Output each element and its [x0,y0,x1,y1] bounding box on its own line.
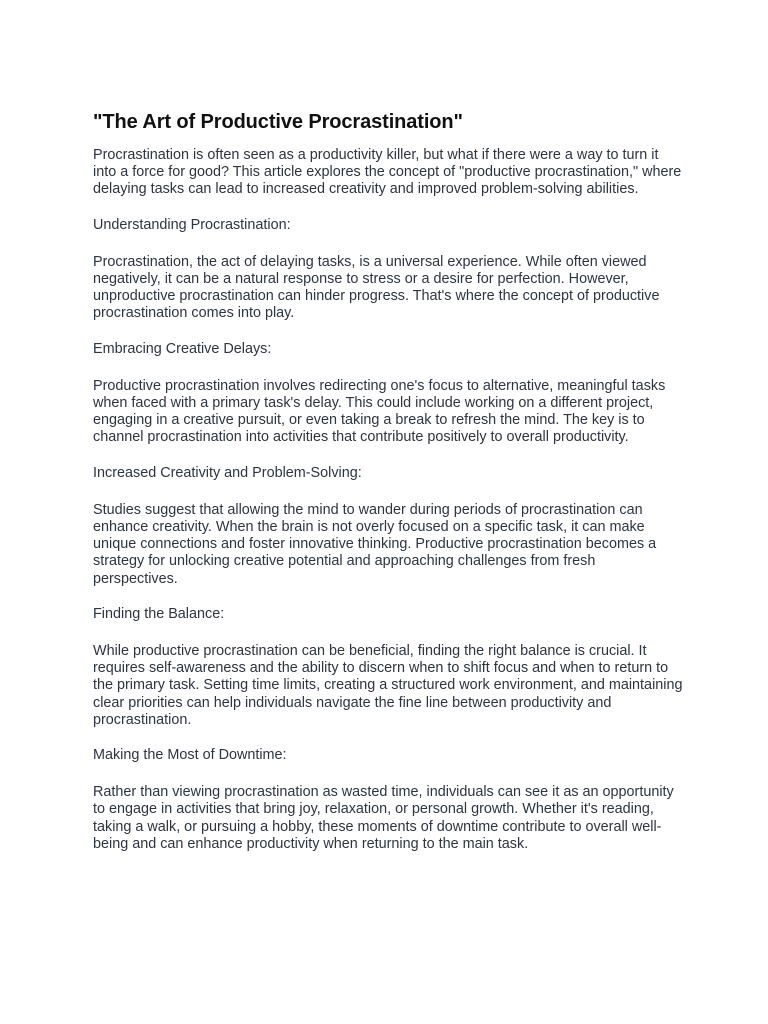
section-heading-understanding: Understanding Procrastination: [93,216,291,233]
section-body-understanding: Procrastination, the act of delaying tasks, is a universal experience. While often viewed negatively, it can be a natural response to stress or a desire for perfection. However, unproductive procrastination can hinder progress. That's where the concept of productive procrastination comes into play. [93,253,660,322]
section-body-downtime: Rather than viewing procrastination as wasted time, individuals can see it as an opportunity to engage in activities that bring joy, relaxation, or personal growth. Whether it's reading, taking a walk, or pursuing a hobby, these moments of downtime contribute to overall well-being and can enhance productivity when returning to the main task. [93,784,674,852]
section-heading-embracing: Embracing Creative Delays: [93,340,272,357]
document-title: "The Art of Productive Procrastination" [93,111,463,133]
section-heading-downtime: Making the Most of Downtime: [93,747,287,764]
intro-paragraph: Procrastination is often seen as a productivity killer, but what if there were a way to turn it into a force for good? This article explores the concept of "productive procrastination," where delaying tasks can lead to increased creativity and improved problem-solving abilities. [93,147,682,198]
section-heading-creativity: Increased Creativity and Problem-Solving: [93,464,362,481]
document-page [93,109,683,871]
section-body-creativity: Studies suggest that allowing the mind to wander during periods of procrastination can enhance creativity. When the brain is not overly focused on a specific task, it can make unique connections and foster innovative thinking. Productive procrastination becomes a strategy for unlocking creative potential and approaching challenges from fresh perspectives. [93,501,657,587]
section-heading-balance: Finding the Balance: [93,605,225,622]
section-body-balance: While productive procrastination can be beneficial, finding the right balance is crucial. It requires self-awareness and the ability to discern when to shift focus and when to return to the primary task. Setting time limits, creating a structured work environment, and maintaining clear priorities can help individuals navigate the fine line between productivity and procrastination. [93,643,683,728]
section-body-embracing: Productive procrastination involves redirecting one's focus to alternative, meaningful tasks when faced with a primary task's delay. This could include working on a different project, engaging in a creative pursuit, or even taking a break to refresh the mind. The key is to channel procrastination into activities that contribute positively to overall productivity. [93,377,666,446]
